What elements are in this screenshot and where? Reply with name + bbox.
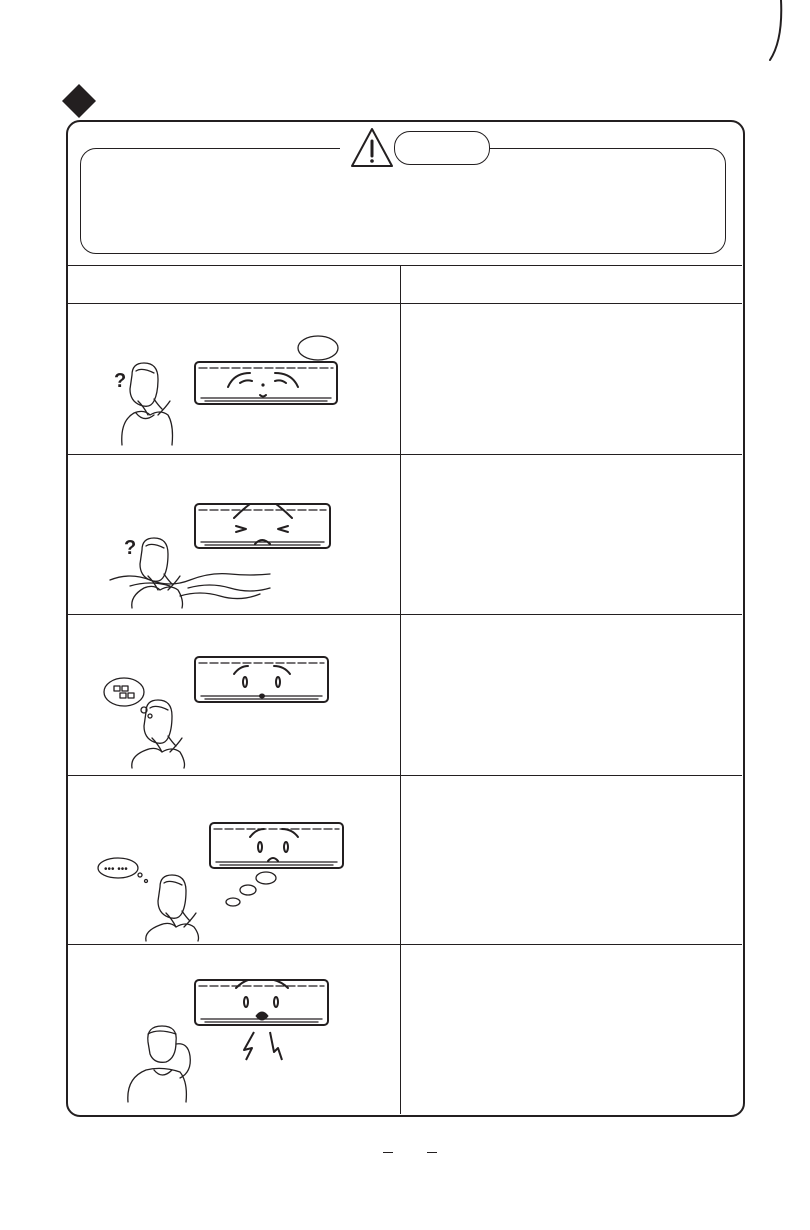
indoor-unit-icon (195, 362, 337, 404)
woman-icon (132, 538, 183, 608)
man-icon (128, 1026, 190, 1102)
column-divider (400, 265, 401, 1114)
caution-box (80, 148, 726, 254)
row-divider (67, 944, 742, 945)
indoor-unit-icon (195, 504, 330, 548)
row-divider (67, 614, 742, 615)
row-2-illustration (70, 456, 398, 612)
lightning-icon (244, 1032, 282, 1060)
smoke-clouds-icon (226, 872, 276, 906)
footer-dash-left (383, 1152, 393, 1153)
footer-dash-right (427, 1152, 437, 1153)
thought-bubble-icon (104, 678, 152, 718)
diamond-bullet-icon (62, 84, 96, 118)
corner-arc-icon (760, 0, 800, 70)
question-mark-icon: ? (114, 370, 127, 392)
row-3-illustration (70, 616, 398, 772)
thought-bubble-icon (98, 858, 148, 883)
row-divider (67, 775, 742, 776)
airflow-lines-icon (110, 574, 270, 599)
table-header-line (67, 303, 742, 304)
row-4-illustration (70, 777, 398, 941)
woman-icon (122, 363, 173, 445)
row-divider (67, 454, 742, 455)
indoor-unit-icon (210, 823, 343, 868)
speech-bubble-icon (298, 336, 338, 360)
woman-icon (146, 875, 199, 941)
caution-label-badge (394, 131, 490, 165)
row-1-illustration (70, 305, 398, 453)
row-5-illustration (70, 946, 398, 1110)
warning-triangle-icon (350, 127, 394, 169)
svg-text:••• •••: ••• ••• (104, 864, 128, 875)
table-top-line (67, 265, 742, 266)
question-mark-icon: ? (124, 537, 137, 559)
woman-icon (132, 700, 185, 768)
